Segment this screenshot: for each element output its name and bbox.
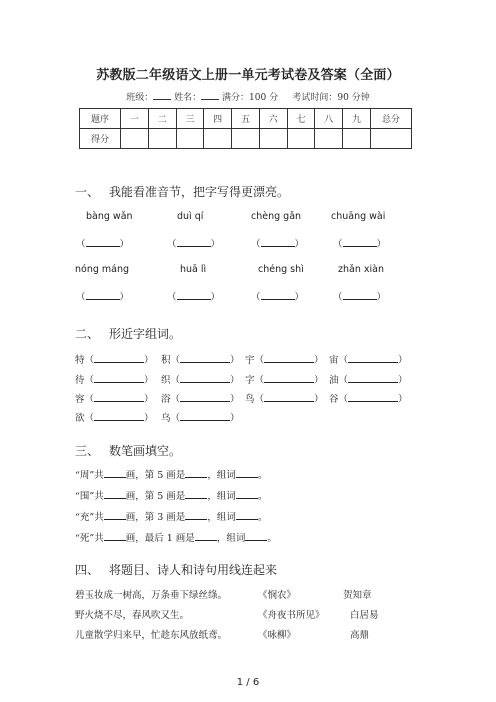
poem-title[interactable]: 《悯农》 — [258, 590, 297, 601]
word-item[interactable]: 宙（ ） — [329, 355, 408, 366]
answer-blank[interactable]: （ ） — [76, 292, 130, 303]
word-item[interactable]: 鸟（ ） — [245, 394, 324, 405]
answer-blank[interactable]: （ ） — [76, 239, 130, 250]
section-4-title: 将题目、诗人和诗句用线连起来 — [109, 563, 278, 577]
time-label: 考试时间：90 分钟 — [292, 93, 370, 103]
poet-name[interactable]: 高鼎 — [350, 630, 370, 641]
score-label: 满分：100 分 — [222, 93, 279, 103]
table-header-cell: 二 — [148, 109, 176, 129]
word-item[interactable]: 积（ ） — [161, 355, 240, 366]
section-3-heading — [75, 442, 181, 459]
pinyin-item: bàng wǎn — [86, 211, 133, 222]
answer-blank[interactable]: （ ） — [167, 239, 221, 250]
section-2-title: 形近字组词。 — [109, 327, 182, 341]
stroke-question[interactable]: “充”共 画，第 3 画是 ，组词 。 — [75, 512, 268, 523]
score-cell[interactable] — [232, 129, 260, 149]
poem-line[interactable]: 野火烧不尽，春风吹又生。 — [75, 610, 190, 621]
word-item[interactable]: 待（ ） — [75, 375, 154, 386]
score-cell[interactable] — [259, 129, 287, 149]
pinyin-item: chéng shì — [258, 264, 304, 275]
section-1-number: 一、 — [75, 185, 100, 199]
word-item[interactable]: 特（ ） — [75, 355, 154, 366]
score-table — [79, 108, 412, 149]
poem-line[interactable]: 儿童散学归来早，忙趁东风放纸鸢。 — [75, 630, 228, 641]
word-item[interactable]: 谷（ ） — [329, 394, 408, 405]
section-2-number: 二、 — [75, 327, 100, 341]
score-cell[interactable] — [343, 129, 371, 149]
table-header-cell: 九 — [343, 109, 371, 129]
table-header-cell: 总分 — [371, 109, 412, 129]
score-cell[interactable] — [121, 129, 149, 149]
table-header-cell: 三 — [176, 109, 204, 129]
poet-name[interactable]: 贺知章 — [343, 590, 372, 601]
class-label: 班级： — [126, 93, 154, 103]
score-cell[interactable] — [148, 129, 176, 149]
word-item[interactable]: 欲（ ） — [75, 413, 154, 424]
score-cell[interactable] — [176, 129, 204, 149]
score-cell[interactable] — [204, 129, 232, 149]
word-item[interactable]: 乌（ ） — [161, 413, 240, 424]
pinyin-item: zhǎn xiàn — [338, 264, 384, 275]
table-header-cell: 五 — [232, 109, 260, 129]
section-3-title: 数笔画填空。 — [109, 444, 182, 458]
table-header-cell: 七 — [287, 109, 315, 129]
name-label: 姓名： — [174, 93, 202, 103]
answer-blank[interactable]: （ ） — [251, 292, 305, 303]
exam-info-line — [0, 90, 496, 103]
table-header-cell: 六 — [259, 109, 287, 129]
word-item[interactable]: 油（ ） — [329, 375, 408, 386]
table-header-cell: 八 — [315, 109, 343, 129]
section-2-heading — [75, 325, 181, 342]
word-item[interactable]: 宇（ ） — [245, 355, 324, 366]
section-4-heading — [75, 561, 277, 578]
word-item[interactable]: 容（ ） — [75, 394, 154, 405]
class-blank[interactable] — [153, 91, 171, 100]
table-row-label: 得分 — [80, 129, 121, 149]
poem-line[interactable]: 碧玉妆成一树高，万条垂下绿丝绦。 — [75, 590, 228, 601]
score-cell[interactable] — [315, 129, 343, 149]
pinyin-item: chuāng wài — [331, 211, 386, 222]
score-cell[interactable] — [287, 129, 315, 149]
section-1-heading — [75, 183, 289, 200]
table-header-cell: 题序 — [80, 109, 121, 129]
name-blank[interactable] — [201, 91, 219, 100]
poem-title[interactable]: 《舟夜书所见》 — [258, 610, 325, 621]
section-4-number: 四、 — [75, 563, 100, 577]
poet-name[interactable]: 白居易 — [350, 610, 379, 621]
score-cell[interactable] — [371, 129, 412, 149]
stroke-question[interactable]: “周”共 画，第 5 画是 ，组词 。 — [75, 470, 268, 481]
table-header-cell: 四 — [204, 109, 232, 129]
page-number: 1 / 6 — [236, 677, 260, 688]
poem-title[interactable]: 《咏柳》 — [258, 630, 297, 641]
pinyin-item: duì qí — [177, 211, 204, 222]
word-item[interactable]: 织（ ） — [161, 375, 240, 386]
answer-blank[interactable]: （ ） — [333, 292, 387, 303]
stroke-question[interactable]: “死”共 画，最后 1 画是 ，组词 。 — [75, 533, 277, 544]
pinyin-item: chèng gǎn — [251, 211, 302, 222]
section-1-title: 我能看准音节，把字写得更漂亮。 — [109, 185, 290, 199]
answer-blank[interactable]: （ ） — [333, 239, 387, 250]
table-header-cell: 一 — [121, 109, 149, 129]
section-3-number: 三、 — [75, 444, 100, 458]
answer-blank[interactable]: （ ） — [167, 292, 221, 303]
score-table-header-row — [80, 109, 412, 129]
pinyin-item: huā lì — [180, 264, 207, 275]
answer-blank[interactable]: （ ） — [251, 239, 305, 250]
pinyin-item: nóng máng — [75, 264, 130, 275]
stroke-question[interactable]: “围”共 画，第 5 画是 ，组词 。 — [75, 491, 268, 502]
word-item[interactable]: 浴（ ） — [161, 394, 240, 405]
page-title: 苏教版二年级语文上册一单元考试卷及答案（全面） — [96, 68, 400, 83]
word-item[interactable]: 字（ ） — [245, 375, 324, 386]
score-table-score-row — [80, 129, 412, 149]
